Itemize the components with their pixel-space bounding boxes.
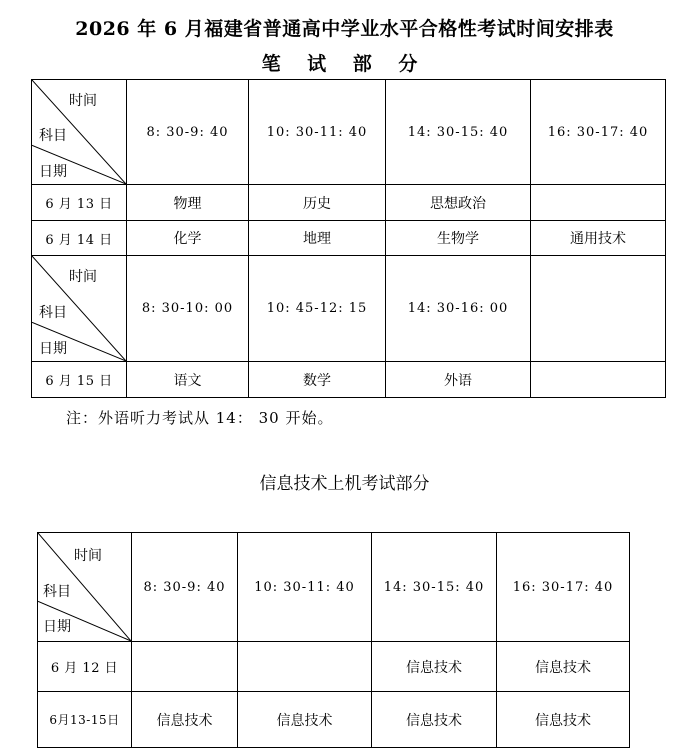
corner-time-label: 时间 xyxy=(69,93,97,109)
subject-cell: 信息技术 xyxy=(238,692,372,748)
date-cell: 6 月 13 日 xyxy=(32,185,127,221)
time-slot-header: 10: 30-11: 40 xyxy=(249,80,386,185)
header-row xyxy=(32,256,666,362)
date-cell: 6 月 12 日 xyxy=(38,642,132,692)
subject-cell: 生物学 xyxy=(386,221,531,256)
table-row xyxy=(32,221,666,256)
time-slot-header: 14: 30-15: 40 xyxy=(386,80,531,185)
corner-time-label: 时间 xyxy=(69,269,97,285)
written-exam-table xyxy=(31,79,666,398)
date-cell: 6月13-15日 xyxy=(38,692,132,748)
computer-exam-table xyxy=(37,532,630,748)
time-slot-header: 16: 30-17: 40 xyxy=(497,533,630,642)
subject-cell: 思想政治 xyxy=(386,185,531,221)
time-slot-header: 16: 30-17: 40 xyxy=(531,80,666,185)
subject-cell xyxy=(238,642,372,692)
subject-cell: 信息技术 xyxy=(497,642,630,692)
time-slot-header: 8: 30-9: 40 xyxy=(127,80,249,185)
corner-header-cell xyxy=(32,80,127,185)
corner-time-label: 时间 xyxy=(74,548,102,564)
time-slot-header: 10: 30-11: 40 xyxy=(238,533,372,642)
time-slot-header: 8: 30-10: 00 xyxy=(127,256,249,362)
subject-cell: 语文 xyxy=(127,362,249,398)
subject-cell: 地理 xyxy=(249,221,386,256)
corner-date-label: 日期 xyxy=(43,619,71,635)
corner-subject-label: 科目 xyxy=(39,305,67,321)
subject-cell: 外语 xyxy=(386,362,531,398)
subject-cell: 通用技术 xyxy=(531,221,666,256)
computer-section-heading: 信息技术上机考试部分 xyxy=(259,474,430,494)
date-cell: 6 月 15 日 xyxy=(32,362,127,398)
table-row xyxy=(38,642,630,692)
subject-cell xyxy=(132,642,238,692)
corner-date-label: 日期 xyxy=(39,164,67,180)
corner-header-cell xyxy=(32,256,127,362)
corner-subject-label: 科目 xyxy=(43,584,71,600)
written-section-heading: 笔 试 部 分 xyxy=(261,53,428,75)
subject-cell: 信息技术 xyxy=(497,692,630,748)
listening-test-note: 注：外语听力考试从 14： 30 开始。 xyxy=(66,409,334,427)
subject-cell: 信息技术 xyxy=(132,692,238,748)
time-slot-header: 14: 30-15: 40 xyxy=(372,533,497,642)
subject-cell: 化学 xyxy=(127,221,249,256)
corner-header-cell xyxy=(38,533,132,642)
corner-subject-label: 科目 xyxy=(39,128,67,144)
subject-cell: 信息技术 xyxy=(372,692,497,748)
time-slot-header: 14: 30-16: 00 xyxy=(386,256,531,362)
time-slot-header xyxy=(531,256,666,362)
subject-cell: 信息技术 xyxy=(372,642,497,692)
time-slot-header: 10: 45-12: 15 xyxy=(249,256,386,362)
subject-cell: 历史 xyxy=(249,185,386,221)
table-row xyxy=(32,185,666,221)
header-row xyxy=(32,80,666,185)
time-slot-header: 8: 30-9: 40 xyxy=(132,533,238,642)
header-row xyxy=(38,533,630,642)
document-title: 2026 年 6 月福建省普通高中学业水平合格性考试时间安排表 xyxy=(75,18,614,40)
subject-cell: 数学 xyxy=(249,362,386,398)
corner-date-label: 日期 xyxy=(39,341,67,357)
subject-cell: 物理 xyxy=(127,185,249,221)
table-row xyxy=(38,692,630,748)
subject-cell xyxy=(531,362,666,398)
date-cell: 6 月 14 日 xyxy=(32,221,127,256)
subject-cell xyxy=(531,185,666,221)
table-row xyxy=(32,362,666,398)
